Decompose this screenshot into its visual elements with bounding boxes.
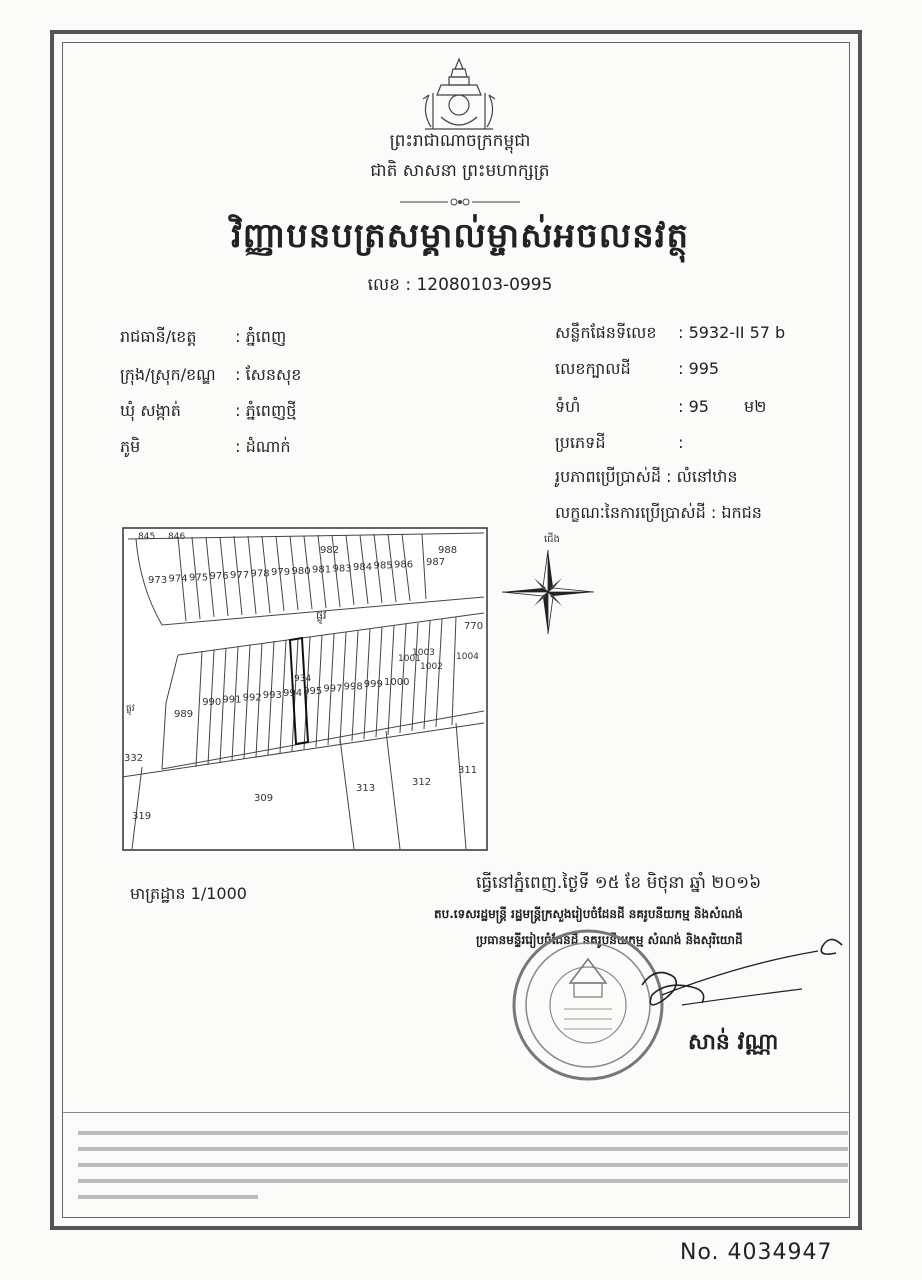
field-value: : — [678, 433, 684, 452]
kingdom-title: ព្រះរាជាណាចក្រកម្ពុជា — [389, 131, 531, 151]
fine-print-notice — [78, 1125, 848, 1205]
parcel-label-top: 984 — [353, 562, 373, 573]
field-map-sheet — [555, 322, 785, 346]
parcel-label-934: 934 — [294, 674, 312, 684]
parcel-label-top: 979 — [271, 567, 291, 579]
parcel-label-bottom: 1001 — [398, 654, 421, 664]
parcel-label-bottom: 995 — [303, 685, 323, 697]
parcel-label-top: 973 — [148, 575, 168, 586]
field-land-type — [555, 432, 683, 456]
road-label: ផ្លូវ — [316, 609, 327, 622]
ornament-divider — [400, 196, 520, 208]
parcel-label-top: 987 — [426, 557, 446, 568]
compass-rose-icon — [500, 530, 594, 640]
parcel-label-bottom: 997 — [323, 683, 343, 695]
parcel-label-top-row: 846 — [168, 532, 186, 542]
parcel-label-bottom: 990 — [202, 696, 222, 708]
field-land-use — [555, 466, 738, 490]
field-value: : 95 — [678, 397, 709, 416]
field-label: ក្រុង/ស្រុក/ខណ្ឌ — [120, 365, 216, 384]
parcel-label-bottom: 994 — [283, 688, 303, 699]
field-label: លេខក្បាលដី — [555, 359, 631, 378]
parcel-label-top: 977 — [230, 569, 250, 581]
field-label: ឃុំ សង្កាត់ — [120, 401, 181, 420]
parcel-label-top: 986 — [394, 559, 414, 571]
parcel-label-top: 976 — [209, 571, 229, 583]
parcel-label-top: 988 — [438, 545, 458, 556]
handwritten-signature — [622, 925, 852, 1020]
cadastral-map — [122, 527, 488, 851]
field-label: សន្លឹកផែនទីលេខ — [555, 323, 657, 342]
parcel-label-bottom: 1002 — [420, 662, 443, 672]
authority-line: តប.ទេសរដ្ឋមន្ត្រី រដ្ឋមន្ត្រីក្រសួងរៀបចំដែនដី នគរូបនីយកម្ម និងសំណង់ — [434, 907, 743, 921]
certificate-number — [300, 274, 620, 299]
field-value: : ភ្នំពេញថ្មី — [235, 401, 297, 420]
field-label: ភូមិ — [120, 437, 141, 456]
department-line: ប្រធានមន្ទីររៀបចំដែនដី នគរូបនីយកម្ម សំណង់ និងសុរិយោដី — [476, 933, 743, 947]
north-label: ជើង — [544, 534, 560, 545]
field-label: ប្រភេទដី — [555, 433, 606, 452]
parcel-label-top: 981 — [312, 564, 332, 576]
royal-crest-icon — [411, 55, 507, 135]
parcel-label-large: 309 — [254, 793, 274, 804]
serial-number: No. 4034947 — [680, 1240, 833, 1265]
field-district — [120, 364, 301, 388]
area-unit: ម២ — [744, 397, 767, 416]
parcel-label-bottom: 998 — [343, 681, 363, 693]
field-value: : ឯកជន — [710, 503, 762, 522]
certificate-number-value: 12080103-0995 — [416, 275, 553, 295]
field-value: : ភ្នំពេញ — [235, 327, 287, 346]
issue-date: ធ្វើនៅភ្នំពេញ.ថ្ងៃទី ១៥ ខែ មិថុនា ឆ្នាំ ២០១៦ — [476, 873, 762, 893]
footer-divider — [62, 1112, 850, 1113]
certificate-number-label: លេខ : — [367, 275, 412, 295]
parcel-label-top: 983 — [332, 563, 352, 575]
parcel-label-bottom: 991 — [222, 694, 242, 706]
parcel-label-bottom: 992 — [242, 692, 262, 704]
parcel-label-large: 312 — [412, 777, 432, 788]
parcel-label-top: 980 — [291, 565, 311, 577]
field-village — [120, 436, 291, 460]
field-label: ទំហំ — [555, 397, 581, 416]
document-title: វិញ្ញាបនបត្រសម្គាល់ម្ចាស់អចលនវត្ថុ — [230, 216, 690, 256]
parcel-label-top: 978 — [250, 568, 270, 580]
parcel-label-large: 311 — [458, 765, 478, 776]
parcel-label-bottom: 993 — [262, 690, 282, 702]
parcel-label-top: 974 — [168, 573, 188, 585]
field-value: : លំនៅឋាន — [666, 467, 738, 486]
map-scale: មាត្រដ្ឋាន 1/1000 — [130, 884, 247, 903]
parcel-label-bottom: 1000 — [384, 677, 410, 688]
road-label-left: ផ្លូវ — [126, 704, 135, 714]
field-value: : 995 — [678, 359, 720, 378]
parcel-label-large: 332 — [124, 753, 144, 764]
parcel-label-bottom: 1003 — [412, 648, 435, 658]
parcel-label-right: 770 — [464, 621, 484, 632]
parcel-label-top-row: 845 — [138, 532, 156, 542]
parcel-label-top: 975 — [189, 572, 209, 584]
field-value: : 5932-II 57 b — [678, 323, 786, 342]
field-label: រូបភាពប្រើប្រាស់ដី — [555, 467, 662, 486]
field-province — [120, 326, 286, 350]
field-land-use-nature — [555, 502, 762, 526]
parcel-label-top: 985 — [373, 560, 393, 572]
field-area — [555, 396, 766, 420]
field-label: លក្ខណៈនៃការប្រើប្រាស់ដី — [555, 503, 706, 522]
parcel-label-bottom: 999 — [363, 679, 383, 691]
field-value: : ដំណាក់ — [235, 437, 291, 456]
field-commune — [120, 400, 296, 424]
parcel-label-large: 313 — [356, 783, 376, 794]
parcel-label-bottom: 989 — [174, 709, 194, 720]
field-value: : សែនសុខ — [235, 365, 302, 384]
parcel-label-bottom: 1004 — [456, 652, 479, 662]
parcel-label-large: 319 — [132, 811, 152, 822]
field-label: រាជធានី/ខេត្ត — [120, 327, 197, 346]
parcel-label-top: 982 — [320, 545, 340, 556]
signer-name: សាន់ វណ្ណា — [688, 1030, 779, 1055]
national-motto: ជាតិ សាសនា ព្រះមហាក្សត្រ — [370, 161, 550, 181]
field-parcel-number — [555, 358, 719, 382]
